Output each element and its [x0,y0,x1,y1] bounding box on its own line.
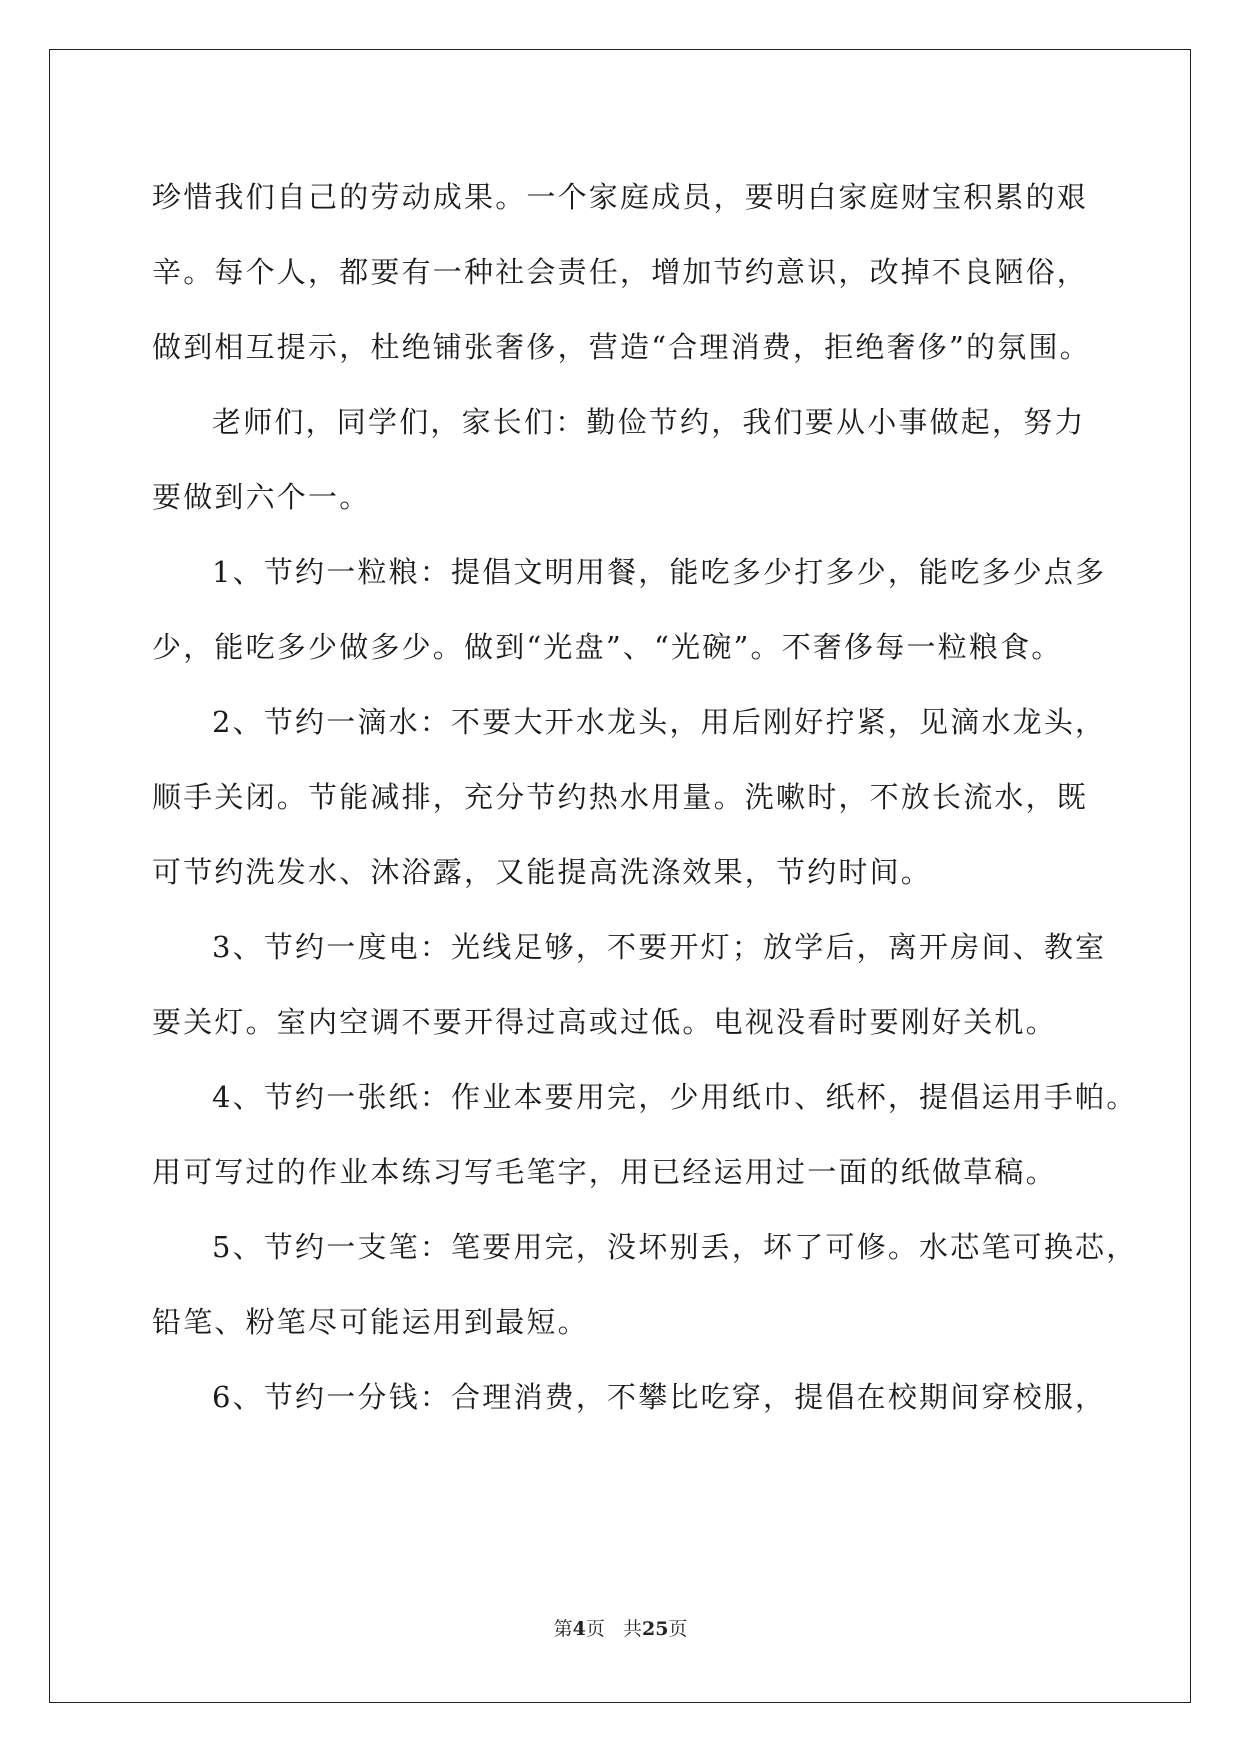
text-line-11: 3、节约一度电：光线足够，不要开灯；放学后，离开房间、教室 [212,930,1107,964]
footer-prefix: 第 [553,1618,573,1640]
current-page-number: 4 [572,1618,586,1640]
text-line-9: 顺手关闭。节能减排，充分节约热水用量。洗嗽时，不放长流水，既 [152,780,1089,814]
footer-total-prefix: 共 [622,1618,642,1640]
text-line-7: 少，能吃多少做多少。做到“光盘”、“光碗”。不奢侈每一粒粮食。 [152,630,1063,664]
text-line-8: 2、节约一滴水：不要大开水龙头，用后刚好拧紧，见滴水龙头， [212,705,1107,739]
page-footer [0,1614,1241,1641]
text-line-4: 老师们，同学们，家长们：勤俭节约，我们要从小事做起，努力 [212,405,1086,439]
text-line-15: 5、节约一支笔：笔要用完，没坏别丢，坏了可修。水芯笔可换芯， [212,1230,1138,1264]
text-line-5: 要做到六个一。 [152,480,371,514]
footer-page-suffix: 页 [585,1618,605,1640]
footer-total-suffix: 页 [668,1618,688,1640]
text-line-1: 珍惜我们自己的劳动成果。一个家庭成员，要明白家庭财宝积累的艰 [152,180,1089,214]
document-body [152,160,1138,1435]
text-line-3: 做到相互提示，杜绝铺张奢侈，营造“合理消费，拒绝奢侈”的氛围。 [152,330,1091,364]
text-line-12: 要关灯。室内空调不要开得过高或过低。电视没看时要刚好关机。 [152,1005,1057,1039]
text-line-2: 辛。每个人，都要有一种社会责任，增加节约意识，改掉不良陋俗， [152,255,1089,289]
text-line-10: 可节约洗发水、沐浴露，又能提高洗涤效果，节约时间。 [152,855,933,889]
text-line-13: 4、节约一张纸：作业本要用完，少用纸巾、纸杯，提倡运用手帕。 [212,1080,1138,1114]
text-line-16: 铅笔、粉笔尽可能运用到最短。 [152,1305,589,1339]
total-page-count: 25 [641,1618,669,1640]
text-line-17: 6、节约一分钱：合理消费，不攀比吃穿，提倡在校期间穿校服， [212,1380,1107,1414]
text-line-6: 1、节约一粒粮：提倡文明用餐，能吃多少打多少，能吃多少点多 [212,555,1107,589]
text-line-14: 用可写过的作业本练习写毛笔字，用已经运用过一面的纸做草稿。 [152,1155,1057,1189]
